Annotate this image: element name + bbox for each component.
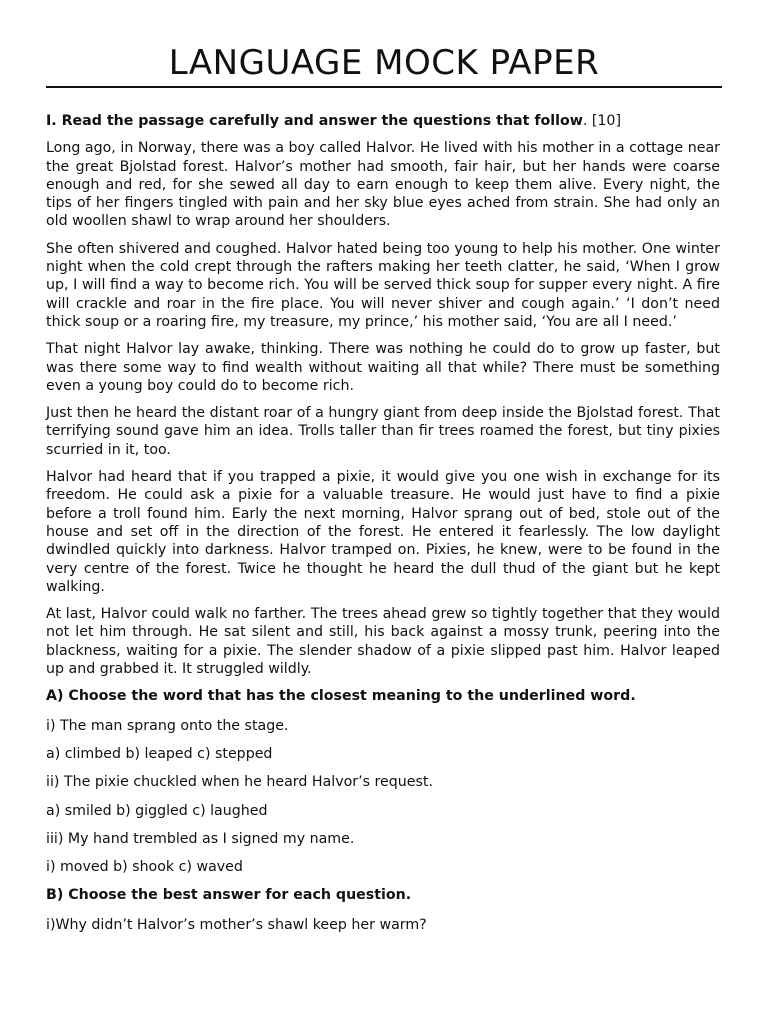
- section1-instruction: [46, 112, 720, 130]
- passage-paragraph-3: That night Halvor lay awake, thinking. There was nothing he could do to grow up faster, but was there some way to find wealth without waiting all that while? There must be something even a young boy could do to become rich.: [46, 341, 720, 394]
- section1-instruction-marks: . [10]: [582, 113, 621, 129]
- paper-content: [46, 112, 720, 944]
- passage-paragraph-5: Halvor had heard that if you trapped a pixie, it would give you one wish in exchange for its freedom. He could ask a pixie for a valuable treasure. He would just have to find a pixie before a troll found him. Early the next morning, Halvor sprang out of bed, stole out of the house and set off in the direction of the forest. He entered it fearlessly. The low daylight dwindled quickly into darkness. Halvor tramped on. Pixies, he knew, were to be found in the very centre of the forest. Twice he thought he heard the dull thud of the giant but he kept walking.: [46, 469, 720, 595]
- question-A-iii: iii) My hand trembled as I signed my name.: [46, 830, 355, 847]
- passage-paragraph-6: At last, Halvor could walk no farther. The trees ahead grew so tightly together that they would not let him through. He sat silent and still, his back against a mossy trunk, peering into the blackness, waiting for a pixie. The slender shadow of a pixie slipped past him. Halvor leaped up and grabbed it. It struggled wildly.: [46, 606, 720, 678]
- passage-paragraph-2: She often shivered and coughed. Halvor hated being too young to help his mother. One winter night when the cold crept through the rafters making her teeth clatter, he said, ‘When I grow up, I will find a way to become rich. You will be served thick soup for supper every night. A fire will crackle and roar in the fire place. You will never shiver and cough again.’ ‘I don’t need thick soup or a roaring fire, my treasure, my prince,’ his mother said, ‘You are all I need.’: [46, 240, 720, 330]
- page-title: LANGUAGE MOCK PAPER: [168, 43, 600, 83]
- options-A-i: a) climbed b) leaped c) stepped: [46, 745, 273, 762]
- passage-paragraph-4: Just then he heard the distant roar of a hungry giant from deep inside the Bjolstad forest. That terrifying sound gave him an idea. Trolls taller than fir trees roamed the forest, but tiny pixies scurried in it, too.: [46, 405, 720, 458]
- question-B-i: i)Why didn’t Halvor’s mother’s shawl keep her warm?: [46, 916, 427, 933]
- sectionA-heading: A) Choose the word that has the closest meaning to the underlined word.: [46, 688, 636, 705]
- section1-instruction-bold: I. Read the passage carefully and answer the questions that follow: [46, 113, 583, 129]
- sectionB-heading: B) Choose the best answer for each question.: [46, 887, 412, 904]
- question-A-ii: ii) The pixie chuckled when he heard Halvor’s request.: [46, 774, 433, 791]
- passage-paragraph-1: Long ago, in Norway, there was a boy called Halvor. He lived with his mother in a cottage near the great Bjolstad forest. Halvor’s mother had smooth, fair hair, but her hands were coarse enough and red, for she sewed all day to earn enough to keep them alive. Every night, the tips of her fingers tingled with pain and her sky blue eyes ached from strain. She had only an old woollen shawl to wrap around her shoulders.: [46, 140, 720, 230]
- options-A-iii: i) moved b) shook c) waved: [46, 859, 243, 876]
- title-divider: [46, 86, 722, 88]
- options-A-ii: a) smiled b) giggled c) laughed: [46, 802, 268, 819]
- question-A-i: i) The man sprang onto the stage.: [46, 717, 289, 734]
